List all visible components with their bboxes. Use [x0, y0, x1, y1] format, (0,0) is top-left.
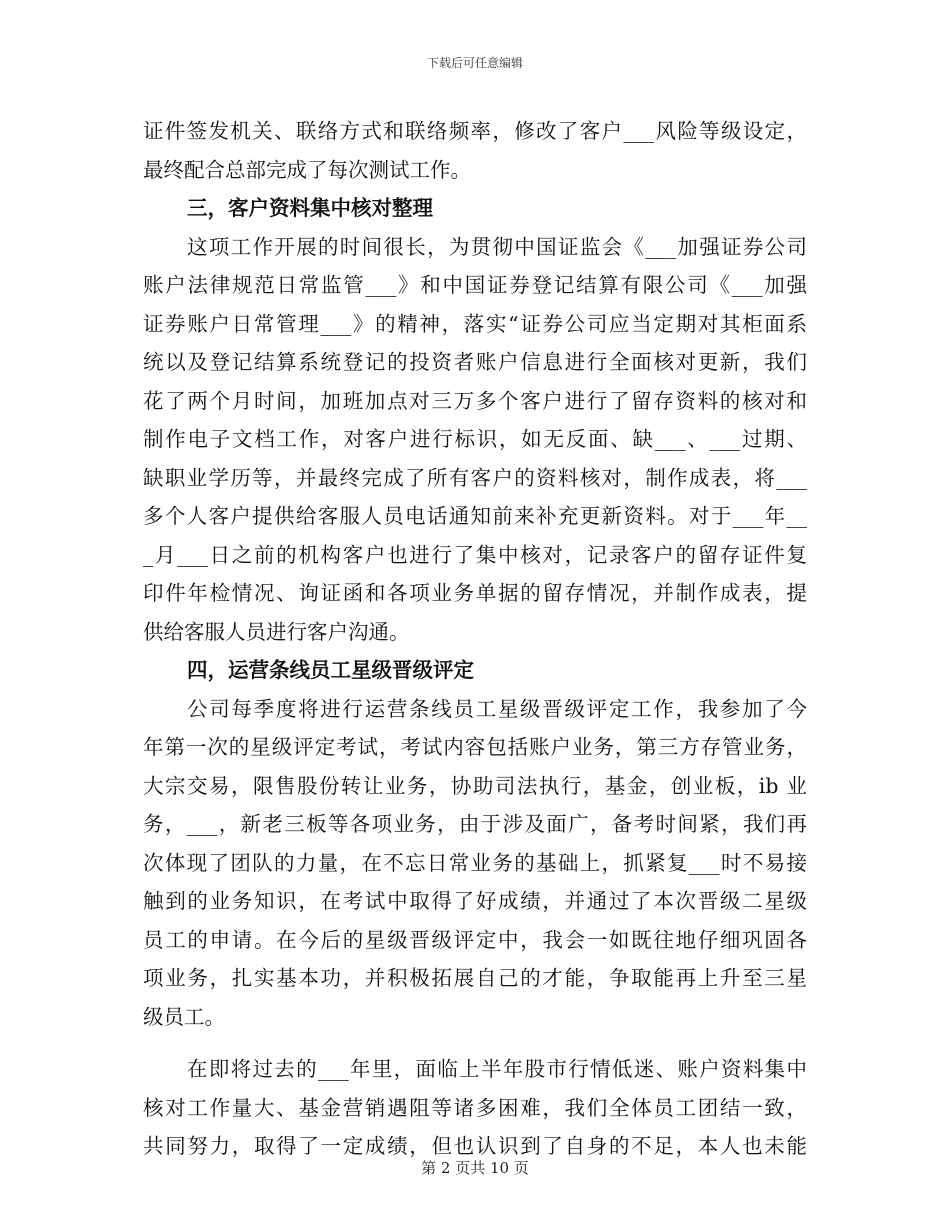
body-line: 这项工作开展的时间很长，为贯彻中国证监会《___加强证券公司 — [187, 234, 807, 259]
body-line: 统以及登记结算系统登记的投资者账户信息进行全面核对更新，我们 — [143, 350, 807, 374]
body-line: 缺职业学历等，并最终完成了所有客户的资料核对，制作成表，将___ — [143, 465, 807, 490]
body-line: 核对工作量大、基金营销遇阻等诸多困难，我们全体员工团结一致， — [143, 1095, 807, 1120]
body-line: 制作电子文档工作，对客户进行标识，如无反面、缺___、___过期、 — [143, 427, 807, 451]
body-line: 多个人客户提供给客服人员电话通知前来补充更新资料。对于___年__ — [143, 504, 807, 528]
body-line: _月___日之前的机构客户也进行了集中核对，记录客户的留存证件复 — [143, 542, 807, 567]
body-line: 触到的业务知识，在考试中取得了好成绩，并通过了本次晋级二星级 — [143, 889, 807, 913]
document-body — [143, 112, 807, 1166]
body-line: 级员工。 — [143, 1004, 225, 1029]
paragraph-spacer — [143, 1036, 807, 1050]
body-line: 账户法律规范日常监管___》和中国证券登记结算有限公司《___加强 — [143, 273, 807, 297]
body-line: 员工的申请。在今后的星级晋级评定中，我会一如既往地仔细巩固各 — [143, 927, 807, 952]
body-line: 共同努力，取得了一定成绩，但也认识到了自身的不足，本人也未能 — [143, 1134, 807, 1158]
body-line: 大宗交易，限售股份转让业务，协助司法执行，基金，创业板，ib 业 — [143, 773, 807, 798]
body-line: 最终配合总部完成了每次测试工作。 — [143, 157, 471, 182]
body-line: 证券账户日常管理___》的精神，落实“证券公司应当定期对其柜面系 — [143, 311, 807, 336]
body-line: 证件签发机关、联络方式和联络频率，修改了客户___风险等级设定， — [143, 119, 807, 143]
body-line: 在即将过去的___年里，面临上半年股市行情低迷、账户资料集中 — [187, 1057, 807, 1081]
body-line: 年第一次的星级评定考试，考试内容包括账户业务，第三方存管业务， — [143, 735, 807, 759]
body-line: 花了两个月时间，加班加点对三万多个客户进行了留存资料的核对和 — [143, 388, 807, 413]
body-line: 公司每季度将进行运营条线员工星级晋级评定工作，我参加了今 — [187, 696, 807, 721]
page-footer: 第 2 页共 10 页 — [421, 1159, 529, 1177]
body-line: 供给客服人员进行客户沟通。 — [143, 619, 410, 644]
body-line: 次体现了团队的力量，在不忘日常业务的基础上，抓紧复___时不易接 — [143, 850, 807, 875]
body-line: 项业务，扎实基本功，并积极拓展自己的才能，争取能再上升至三星 — [143, 966, 807, 990]
body-line: 印件年检情况、询证函和各项业务单据的留存情况，并制作成表，提 — [143, 581, 807, 605]
section-heading: 四，运营条线员工星级晋级评定 — [187, 658, 474, 682]
body-line: 务，___，新老三板等各项业务，由于涉及面广，备考时间紧，我们再 — [143, 812, 807, 836]
page-header: 下载后可任意编辑 — [426, 56, 523, 70]
section-heading: 三，客户资料集中核对整理 — [187, 196, 433, 220]
